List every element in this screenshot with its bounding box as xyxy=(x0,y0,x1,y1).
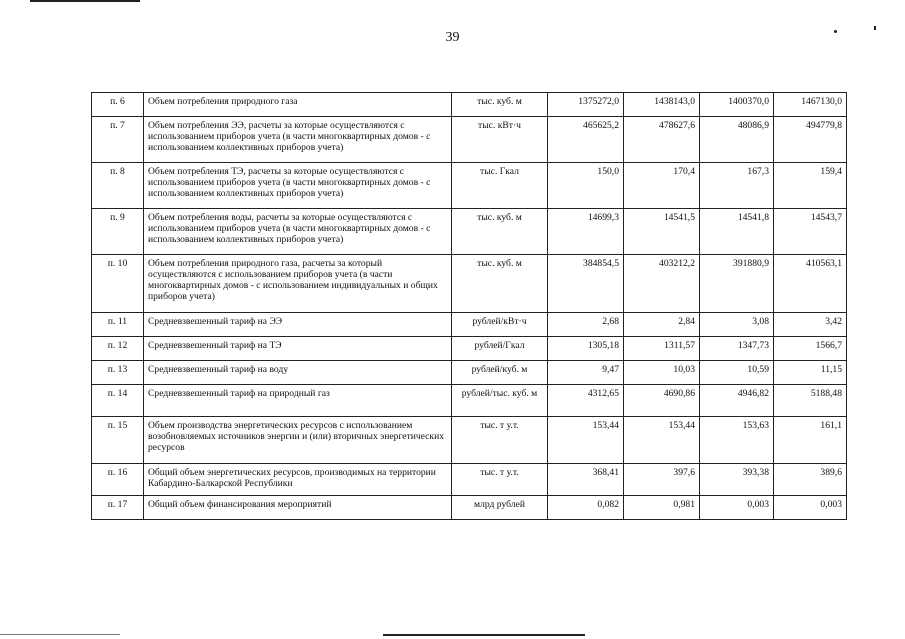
row-value-1: 9,47 xyxy=(548,361,624,385)
row-value-3: 48086,9 xyxy=(700,117,774,163)
row-value-3: 153,63 xyxy=(700,417,774,464)
row-value-3: 10,59 xyxy=(700,361,774,385)
row-value-4: 389,6 xyxy=(774,464,847,496)
row-number: п. 13 xyxy=(92,361,144,385)
table-row xyxy=(92,209,847,255)
row-value-4: 410563,1 xyxy=(774,255,847,313)
table-row xyxy=(92,464,847,496)
row-unit: рублей/кВт·ч xyxy=(452,313,548,337)
table-row xyxy=(92,337,847,361)
row-value-3: 4946,82 xyxy=(700,385,774,417)
table-row xyxy=(92,313,847,337)
row-value-2: 4690,86 xyxy=(624,385,700,417)
row-name: Средневзвешенный тариф на воду xyxy=(144,361,452,385)
row-unit: тыс. куб. м xyxy=(452,255,548,313)
row-number: п. 14 xyxy=(92,385,144,417)
scan-line-bottom-left xyxy=(0,634,120,635)
row-value-1: 384854,5 xyxy=(548,255,624,313)
row-number: п. 7 xyxy=(92,117,144,163)
row-value-1: 150,0 xyxy=(548,163,624,209)
row-value-4: 161,1 xyxy=(774,417,847,464)
row-value-1: 1375272,0 xyxy=(548,93,624,117)
table-row xyxy=(92,255,847,313)
row-value-3: 167,3 xyxy=(700,163,774,209)
page-number: 39 xyxy=(445,30,460,45)
row-value-1: 4312,65 xyxy=(548,385,624,417)
row-value-2: 2,84 xyxy=(624,313,700,337)
row-value-2: 170,4 xyxy=(624,163,700,209)
table-row xyxy=(92,117,847,163)
row-value-4: 5188,48 xyxy=(774,385,847,417)
row-value-4: 1566,7 xyxy=(774,337,847,361)
row-unit: тыс. куб. м xyxy=(452,209,548,255)
row-number: п. 9 xyxy=(92,209,144,255)
row-unit: тыс. т у.т. xyxy=(452,464,548,496)
scan-line-bottom-center xyxy=(383,634,585,636)
row-unit: рублей/Гкал xyxy=(452,337,548,361)
table-row xyxy=(92,361,847,385)
scan-mark-top-left xyxy=(30,0,140,2)
row-value-4: 1467130,0 xyxy=(774,93,847,117)
row-unit: млрд рублей xyxy=(452,496,548,520)
row-value-4: 14543,7 xyxy=(774,209,847,255)
table-row xyxy=(92,163,847,209)
row-value-4: 3,42 xyxy=(774,313,847,337)
row-value-1: 465625,2 xyxy=(548,117,624,163)
row-value-2: 14541,5 xyxy=(624,209,700,255)
row-unit: рублей/тыс. куб. м xyxy=(452,385,548,417)
row-value-3: 393,38 xyxy=(700,464,774,496)
table-row xyxy=(92,93,847,117)
row-value-3: 391880,9 xyxy=(700,255,774,313)
table-row xyxy=(92,417,847,464)
row-name: Объем потребления ЭЭ, расчеты за которые осуществляются с использованием приборов учета (в части многоквартирных домов - с использованием коллективных приборов учета) xyxy=(144,117,452,163)
row-value-3: 1347,73 xyxy=(700,337,774,361)
row-value-3: 14541,8 xyxy=(700,209,774,255)
row-name: Средневзвешенный тариф на ТЭ xyxy=(144,337,452,361)
row-value-4: 11,15 xyxy=(774,361,847,385)
row-value-1: 14699,3 xyxy=(548,209,624,255)
row-value-2: 1311,57 xyxy=(624,337,700,361)
row-name: Общий объем финансирования мероприятий xyxy=(144,496,452,520)
row-name: Объем производства энергетических ресурсов с использованием возобновляемых источников энергии и (или) вторичных энергетических ресурсов xyxy=(144,417,452,464)
row-number: п. 8 xyxy=(92,163,144,209)
row-value-3: 0,003 xyxy=(700,496,774,520)
row-name: Объем потребления воды, расчеты за которые осуществляются с использованием приборов учета (в части многоквартирных домов - с использованием коллективных приборов учета) xyxy=(144,209,452,255)
row-value-4: 0,003 xyxy=(774,496,847,520)
row-value-2: 1438143,0 xyxy=(624,93,700,117)
row-value-2: 478627,6 xyxy=(624,117,700,163)
row-value-4: 494779,8 xyxy=(774,117,847,163)
row-value-4: 159,4 xyxy=(774,163,847,209)
row-unit: тыс. куб. м xyxy=(452,93,548,117)
row-number: п. 12 xyxy=(92,337,144,361)
row-value-2: 403212,2 xyxy=(624,255,700,313)
row-number: п. 16 xyxy=(92,464,144,496)
row-number: п. 11 xyxy=(92,313,144,337)
indicator-table xyxy=(91,92,847,520)
row-number: п. 15 xyxy=(92,417,144,464)
row-value-3: 1400370,0 xyxy=(700,93,774,117)
row-number: п. 17 xyxy=(92,496,144,520)
table-row xyxy=(92,496,847,520)
row-value-2: 153,44 xyxy=(624,417,700,464)
row-name: Объем потребления природного газа, расчеты за который осуществляются с использованием приборов учета (в части многоквартирных домов - с использованием индивидуальных и общих приборов учета) xyxy=(144,255,452,313)
row-name: Средневзвешенный тариф на ЭЭ xyxy=(144,313,452,337)
row-unit: рублей/куб. м xyxy=(452,361,548,385)
row-number: п. 6 xyxy=(92,93,144,117)
table-row xyxy=(92,385,847,417)
row-unit: тыс. кВт·ч xyxy=(452,117,548,163)
row-value-2: 397,6 xyxy=(624,464,700,496)
row-unit: тыс. т у.т. xyxy=(452,417,548,464)
row-value-2: 0,981 xyxy=(624,496,700,520)
row-name: Объем потребления природного газа xyxy=(144,93,452,117)
row-unit: тыс. Гкал xyxy=(452,163,548,209)
row-value-1: 153,44 xyxy=(548,417,624,464)
row-value-2: 10,03 xyxy=(624,361,700,385)
row-value-3: 3,08 xyxy=(700,313,774,337)
row-name: Объем потребления ТЭ, расчеты за которые осуществляются с использованием приборов учета (в части многоквартирных домов - с использованием коллективных приборов учета) xyxy=(144,163,452,209)
row-value-1: 368,41 xyxy=(548,464,624,496)
row-number: п. 10 xyxy=(92,255,144,313)
row-value-1: 1305,18 xyxy=(548,337,624,361)
row-name: Средневзвешенный тариф на природный газ xyxy=(144,385,452,417)
row-value-1: 0,082 xyxy=(548,496,624,520)
row-value-1: 2,68 xyxy=(548,313,624,337)
row-name: Общий объем энергетических ресурсов, производимых на территории Кабардино-Балкарской Республики xyxy=(144,464,452,496)
